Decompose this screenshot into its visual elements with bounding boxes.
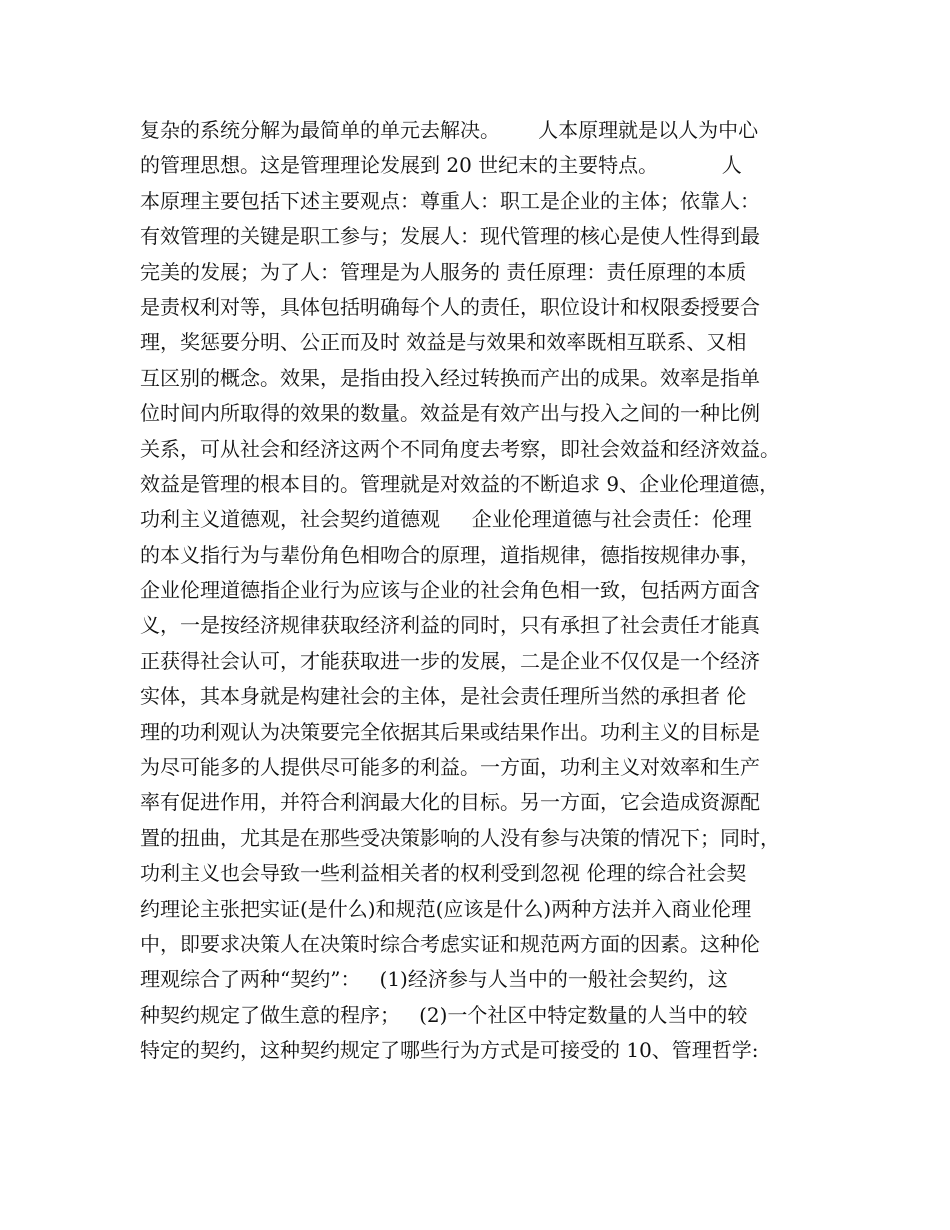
text-line: 复杂的系统分解为最简单的单元去解决。 人本原理就是以人为中心 xyxy=(140,118,759,142)
text-line: 关系，可从社会和经济这两个不同角度去考察，即社会效益和经济效益。 xyxy=(140,436,780,461)
text-line: 互区别的概念。效果，是指由投入经过转换而产出的成果。效率是指单 xyxy=(140,365,760,390)
body-text xyxy=(140,113,840,1069)
text-line: 功利主义道德观，社会契约道德观 企业伦理道德与社会责任：伦理 xyxy=(140,507,752,532)
text-line: 是责权利对等，具体包括明确每个人的责任，职位设计和权限委授要合 xyxy=(140,294,760,319)
text-line: 效益是管理的根本目的。管理就是对效益的不断追求 9、企业伦理道德， xyxy=(140,471,780,496)
text-line: 约理论主张把实证(是什么)和规范(应该是什么)两种方法并入商业伦理 xyxy=(140,896,752,921)
text-line: 中，即要求决策人在决策时综合考虑实证和规范两方面的因素。这种伦 xyxy=(140,931,760,956)
text-line: 理的功利观认为决策要完全依据其后果或结果作出。功利主义的目标是 xyxy=(140,719,760,744)
text-line: 的本义指行为与辈份角色相吻合的原理，道指规律，德指按规律办事， xyxy=(140,542,760,567)
text-line: 为尽可能多的人提供尽可能多的利益。一方面，功利主义对效率和生产 xyxy=(140,755,760,780)
text-line: 企业伦理道德指企业行为应该与企业的社会角色相一致，包括两方面含 xyxy=(140,578,760,603)
text-line: 功利主义也会导致一些利益相关者的权利受到忽视 伦理的综合社会契 xyxy=(140,861,747,886)
text-line: 位时间内所取得的效果的数量。效益是有效产出与投入之间的一种比例 xyxy=(140,401,760,426)
text-line: 率有促进作用，并符合利润最大化的目标。另一方面，它会造成资源配 xyxy=(140,790,760,815)
text-line: 特定的契约，这种契约规定了哪些行为方式是可接受的 10、管理哲学: xyxy=(140,1038,759,1063)
text-line: 种契约规定了做生意的程序； (2)一个社区中特定数量的人当中的较 xyxy=(140,1002,748,1027)
text-line: 正获得社会认可，才能获取进一步的发展，二是企业不仅仅是一个经济 xyxy=(140,648,760,673)
text-line: 理观综合了两种“契约”： (1)经济参与人当中的一般社会契约，这 xyxy=(140,967,728,992)
text-line: 有效管理的关键是职工参与；发展人：现代管理的核心是使人性得到最 xyxy=(140,224,760,249)
text-line: 本原理主要包括下述主要观点：尊重人：职工是企业的主体；依靠人： xyxy=(140,188,760,213)
text-line: 理，奖惩要分明、公正而及时 效益是与效果和效率既相互联系、又相 xyxy=(140,330,747,355)
text-line: 义，一是按经济规律获取经济利益的同时，只有承担了社会责任才能真 xyxy=(140,613,760,638)
text-line: 完美的发展；为了人：管理是为人服务的 责任原理：责任原理的本质 xyxy=(140,259,747,284)
text-line: 实体，其本身就是构建社会的主体，是社会责任理所当然的承担者 伦 xyxy=(140,684,747,709)
text-line: 置的扭曲，尤其是在那些受决策影响的人没有参与决策的情况下；同时， xyxy=(140,825,780,850)
text-line: 的管理思想。这是管理理论发展到 20 世纪末的主要特点。 人 xyxy=(140,153,742,178)
